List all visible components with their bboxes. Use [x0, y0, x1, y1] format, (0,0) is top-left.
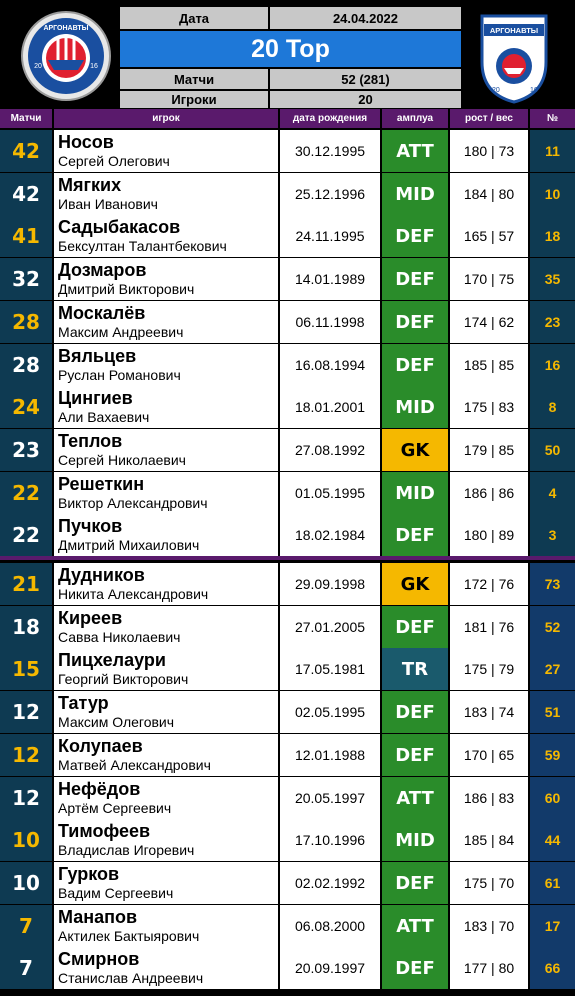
player-matches: 42: [0, 173, 52, 215]
table-row: [0, 819, 575, 861]
player-matches: 42: [0, 130, 52, 172]
table-row: [0, 563, 575, 605]
player-first-name: Никита Александрович: [58, 586, 209, 602]
svg-text:АРГОНАВТЫ: АРГОНАВТЫ: [43, 25, 89, 32]
player-role: MID: [382, 819, 448, 861]
table-row: [0, 130, 575, 172]
player-matches: 22: [0, 514, 52, 556]
player-name: [54, 947, 278, 989]
player-number: 60: [530, 777, 575, 819]
player-height-weight: 175 | 70: [450, 862, 528, 904]
player-birth-date: 17.05.1981: [280, 648, 380, 690]
player-height-weight: 185 | 84: [450, 819, 528, 861]
player-number: 3: [530, 514, 575, 556]
club-logo-left-icon: [18, 10, 114, 102]
player-first-name: Сергей Олегович: [58, 153, 170, 169]
player-name: [54, 819, 278, 861]
player-first-name: Дмитрий Викторович: [58, 281, 195, 297]
player-matches: 21: [0, 563, 52, 605]
player-birth-date: 18.01.2001: [280, 386, 380, 428]
matches-label: Матчи: [120, 69, 268, 89]
player-role: DEF: [382, 691, 448, 733]
svg-text:16: 16: [90, 63, 98, 70]
player-first-name: Сергей Николаевич: [58, 452, 186, 468]
player-number: 8: [530, 386, 575, 428]
player-name: [54, 301, 278, 343]
player-matches: 18: [0, 606, 52, 648]
player-birth-date: 18.02.1984: [280, 514, 380, 556]
player-number: 66: [530, 947, 575, 989]
player-first-name: Актилек Бактыярович: [58, 928, 200, 944]
col-matches: Матчи: [0, 109, 52, 128]
player-name: [54, 691, 278, 733]
player-number: 4: [530, 472, 575, 514]
player-number: 52: [530, 606, 575, 648]
player-last-name: Татур: [58, 693, 109, 713]
player-role: DEF: [382, 734, 448, 776]
player-last-name: Вяльцев: [58, 346, 137, 366]
player-matches: 28: [0, 301, 52, 343]
player-first-name: Бексултан Талантбекович: [58, 238, 227, 254]
player-last-name: Мягких: [58, 175, 122, 195]
player-height-weight: 180 | 89: [450, 514, 528, 556]
table-row: [0, 301, 575, 343]
col-birth: дата рождения: [280, 109, 380, 128]
player-birth-date: 30.12.1995: [280, 130, 380, 172]
player-role: ATT: [382, 905, 448, 947]
col-player: игрок: [54, 109, 278, 128]
player-birth-date: 27.01.2005: [280, 606, 380, 648]
player-matches: 12: [0, 734, 52, 776]
player-matches: 23: [0, 429, 52, 471]
player-role: MID: [382, 173, 448, 215]
player-last-name: Цингиев: [58, 388, 133, 408]
player-matches: 12: [0, 691, 52, 733]
player-name: [54, 648, 278, 690]
player-matches: 32: [0, 258, 52, 300]
player-matches: 7: [0, 905, 52, 947]
player-name: [54, 905, 278, 947]
player-birth-date: 06.11.1998: [280, 301, 380, 343]
player-matches: 41: [0, 215, 52, 257]
player-number: 16: [530, 344, 575, 386]
table-row: [0, 344, 575, 386]
player-name: [54, 514, 278, 556]
table-row: [0, 258, 575, 300]
club-shield-logo-icon: [478, 12, 550, 104]
player-role: DEF: [382, 862, 448, 904]
player-role: ATT: [382, 130, 448, 172]
player-height-weight: 186 | 83: [450, 777, 528, 819]
player-first-name: Руслан Романович: [58, 367, 181, 383]
player-number: 51: [530, 691, 575, 733]
player-height-weight: 170 | 75: [450, 258, 528, 300]
player-birth-date: 16.08.1994: [280, 344, 380, 386]
table-row: [0, 648, 575, 690]
player-name: [54, 777, 278, 819]
date-value: 24.04.2022: [270, 7, 461, 29]
player-last-name: Гурков: [58, 864, 120, 884]
players-label: Игроки: [120, 91, 268, 108]
players-value: 20: [270, 91, 461, 108]
player-first-name: Дмитрий Михаилович: [58, 537, 200, 553]
header: [0, 0, 575, 108]
player-number: 35: [530, 258, 575, 300]
player-first-name: Виктор Александрович: [58, 495, 208, 511]
player-role: GK: [382, 429, 448, 471]
table-row: [0, 905, 575, 947]
player-matches: 7: [0, 947, 52, 989]
player-height-weight: 175 | 79: [450, 648, 528, 690]
player-role: DEF: [382, 301, 448, 343]
player-role: DEF: [382, 514, 448, 556]
col-height-weight: рост / вес: [450, 109, 528, 128]
player-last-name: Решеткин: [58, 474, 145, 494]
player-name: [54, 429, 278, 471]
player-role: MID: [382, 386, 448, 428]
player-height-weight: 181 | 76: [450, 606, 528, 648]
player-name: [54, 734, 278, 776]
player-matches: 24: [0, 386, 52, 428]
player-name: [54, 563, 278, 605]
player-height-weight: 184 | 80: [450, 173, 528, 215]
matches-value: 52 (281): [270, 69, 461, 89]
table-row: [0, 691, 575, 733]
player-last-name: Колупаев: [58, 736, 143, 756]
player-name: [54, 606, 278, 648]
player-birth-date: 29.09.1998: [280, 563, 380, 605]
player-last-name: Пицхелаури: [58, 650, 166, 670]
player-number: 61: [530, 862, 575, 904]
player-height-weight: 170 | 65: [450, 734, 528, 776]
player-height-weight: 179 | 85: [450, 429, 528, 471]
player-first-name: Владислав Игоревич: [58, 842, 195, 858]
player-role: DEF: [382, 215, 448, 257]
player-birth-date: 14.01.1989: [280, 258, 380, 300]
player-height-weight: 186 | 86: [450, 472, 528, 514]
player-name: [54, 862, 278, 904]
player-role: DEF: [382, 606, 448, 648]
player-matches: 10: [0, 819, 52, 861]
player-birth-date: 17.10.1996: [280, 819, 380, 861]
svg-text:АРГОНАВТЫ: АРГОНАВТЫ: [489, 26, 539, 35]
player-height-weight: 172 | 76: [450, 563, 528, 605]
player-last-name: Теплов: [58, 431, 123, 451]
player-role: DEF: [382, 947, 448, 989]
player-role: DEF: [382, 344, 448, 386]
player-birth-date: 02.05.1995: [280, 691, 380, 733]
player-name: [54, 344, 278, 386]
player-role: MID: [382, 472, 448, 514]
player-matches: 10: [0, 862, 52, 904]
player-number: 23: [530, 301, 575, 343]
player-last-name: Пучков: [58, 516, 123, 536]
player-first-name: Георгий Викторович: [58, 671, 189, 687]
table-row: [0, 173, 575, 215]
player-name: [54, 215, 278, 257]
player-last-name: Москалёв: [58, 303, 146, 323]
player-first-name: Вадим Сергеевич: [58, 885, 174, 901]
player-birth-date: 06.08.2000: [280, 905, 380, 947]
player-last-name: Смирнов: [58, 949, 140, 969]
player-height-weight: 165 | 57: [450, 215, 528, 257]
table-row: [0, 472, 575, 514]
player-last-name: Дудников: [58, 565, 145, 585]
player-last-name: Садыбакасов: [58, 217, 181, 237]
table-row: [0, 514, 575, 556]
player-last-name: Манапов: [58, 907, 138, 927]
player-role: DEF: [382, 258, 448, 300]
table-row: [0, 429, 575, 471]
player-number: 18: [530, 215, 575, 257]
player-height-weight: 183 | 70: [450, 905, 528, 947]
table-row: [0, 606, 575, 648]
player-first-name: Али Вахаевич: [58, 409, 150, 425]
player-number: 27: [530, 648, 575, 690]
player-role: GK: [382, 563, 448, 605]
player-birth-date: 02.02.1992: [280, 862, 380, 904]
page-title: 20 Top: [120, 31, 461, 67]
player-last-name: Дозмаров: [58, 260, 147, 280]
player-number: 11: [530, 130, 575, 172]
player-first-name: Максим Олегович: [58, 714, 175, 730]
player-birth-date: 12.01.1988: [280, 734, 380, 776]
player-role: ATT: [382, 777, 448, 819]
player-name: [54, 258, 278, 300]
player-last-name: Киреев: [58, 608, 123, 628]
player-number: 44: [530, 819, 575, 861]
svg-text:20: 20: [492, 87, 500, 94]
table-row: [0, 386, 575, 428]
player-number: 59: [530, 734, 575, 776]
player-name: [54, 386, 278, 428]
player-height-weight: 177 | 80: [450, 947, 528, 989]
player-birth-date: 24.11.1995: [280, 215, 380, 257]
player-birth-date: 20.09.1997: [280, 947, 380, 989]
table-row: [0, 777, 575, 819]
player-name: [54, 472, 278, 514]
player-last-name: Нефёдов: [58, 779, 141, 799]
player-name: [54, 173, 278, 215]
player-first-name: Савва Николаевич: [58, 629, 181, 645]
player-height-weight: 185 | 85: [450, 344, 528, 386]
table-row: [0, 947, 575, 989]
player-number: 17: [530, 905, 575, 947]
player-matches: 22: [0, 472, 52, 514]
player-matches: 15: [0, 648, 52, 690]
player-last-name: Носов: [58, 132, 114, 152]
svg-text:16: 16: [530, 87, 538, 94]
date-label: Дата: [120, 7, 268, 29]
player-matches: 12: [0, 777, 52, 819]
player-birth-date: 20.05.1997: [280, 777, 380, 819]
section-divider: [0, 556, 575, 560]
col-role: амплуа: [382, 109, 448, 128]
table-row: [0, 734, 575, 776]
player-height-weight: 174 | 62: [450, 301, 528, 343]
player-role: TR: [382, 648, 448, 690]
player-height-weight: 183 | 74: [450, 691, 528, 733]
player-matches: 28: [0, 344, 52, 386]
player-first-name: Матвей Александрович: [58, 757, 211, 773]
player-first-name: Максим Андреевич: [58, 324, 184, 340]
player-number: 73: [530, 563, 575, 605]
player-first-name: Станислав Андреевич: [58, 970, 204, 986]
table-row: [0, 215, 575, 257]
player-first-name: Иван Иванович: [58, 196, 158, 212]
player-number: 50: [530, 429, 575, 471]
svg-text:20: 20: [34, 63, 42, 70]
player-last-name: Тимофеев: [58, 821, 151, 841]
col-number: №: [530, 109, 575, 128]
player-number: 10: [530, 173, 575, 215]
player-name: [54, 130, 278, 172]
player-first-name: Артём Сергеевич: [58, 800, 172, 816]
table-row: [0, 862, 575, 904]
player-birth-date: 25.12.1996: [280, 173, 380, 215]
player-height-weight: 175 | 83: [450, 386, 528, 428]
player-height-weight: 180 | 73: [450, 130, 528, 172]
player-birth-date: 27.08.1992: [280, 429, 380, 471]
player-birth-date: 01.05.1995: [280, 472, 380, 514]
